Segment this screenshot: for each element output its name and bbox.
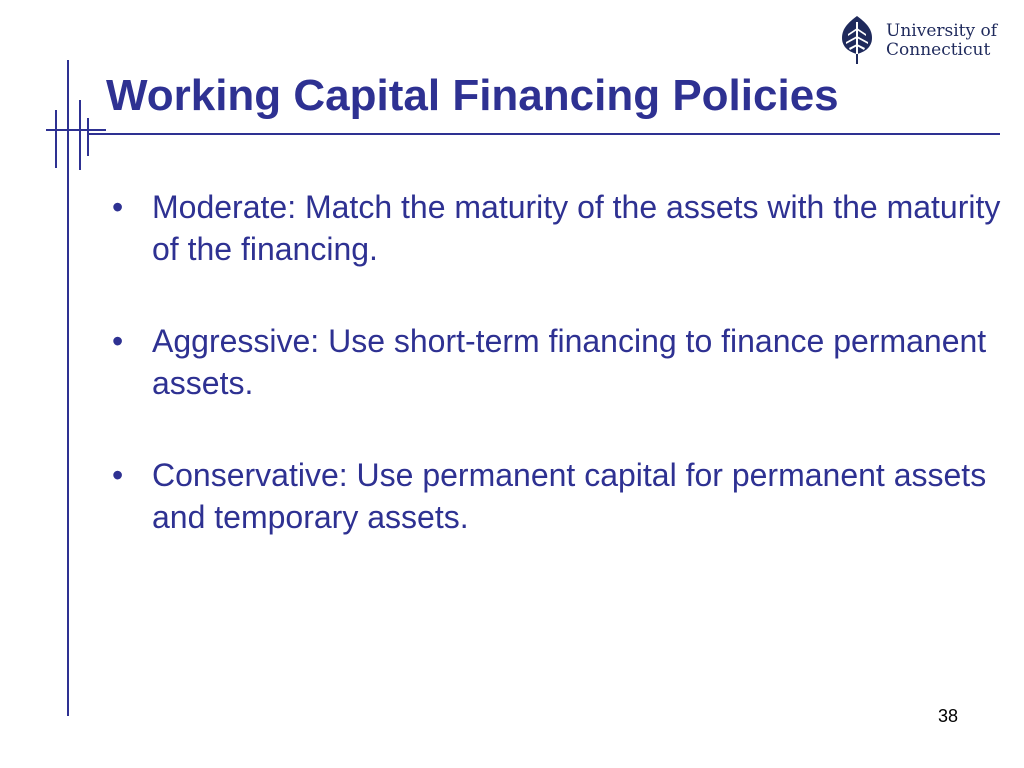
page-number: 38 (938, 706, 959, 726)
bullet-icon: • (112, 457, 124, 493)
bullet-item-aggressive (112, 320, 1012, 404)
logo-line-2: Connecticut (886, 40, 991, 60)
bullet-icon: • (112, 189, 124, 225)
logo-text (886, 22, 997, 60)
logo-line-1: University of (886, 21, 998, 41)
bullet-list (112, 186, 1012, 588)
bullet-item-conservative (112, 454, 1012, 538)
bullet-text: Conservative: Use permanent capital for permanent assets and temporary assets. (152, 457, 987, 535)
bullet-icon: • (112, 323, 124, 359)
university-logo (834, 14, 1004, 68)
bullet-text: Aggressive: Use short-term financing to finance permanent assets. (152, 323, 987, 401)
bullet-item-moderate (112, 186, 1012, 270)
bullet-text: Moderate: Match the maturity of the assets with the maturity of the financing. (152, 189, 1001, 267)
oak-leaf-icon (834, 14, 880, 66)
slide-title: Working Capital Financing Policies (106, 71, 839, 120)
